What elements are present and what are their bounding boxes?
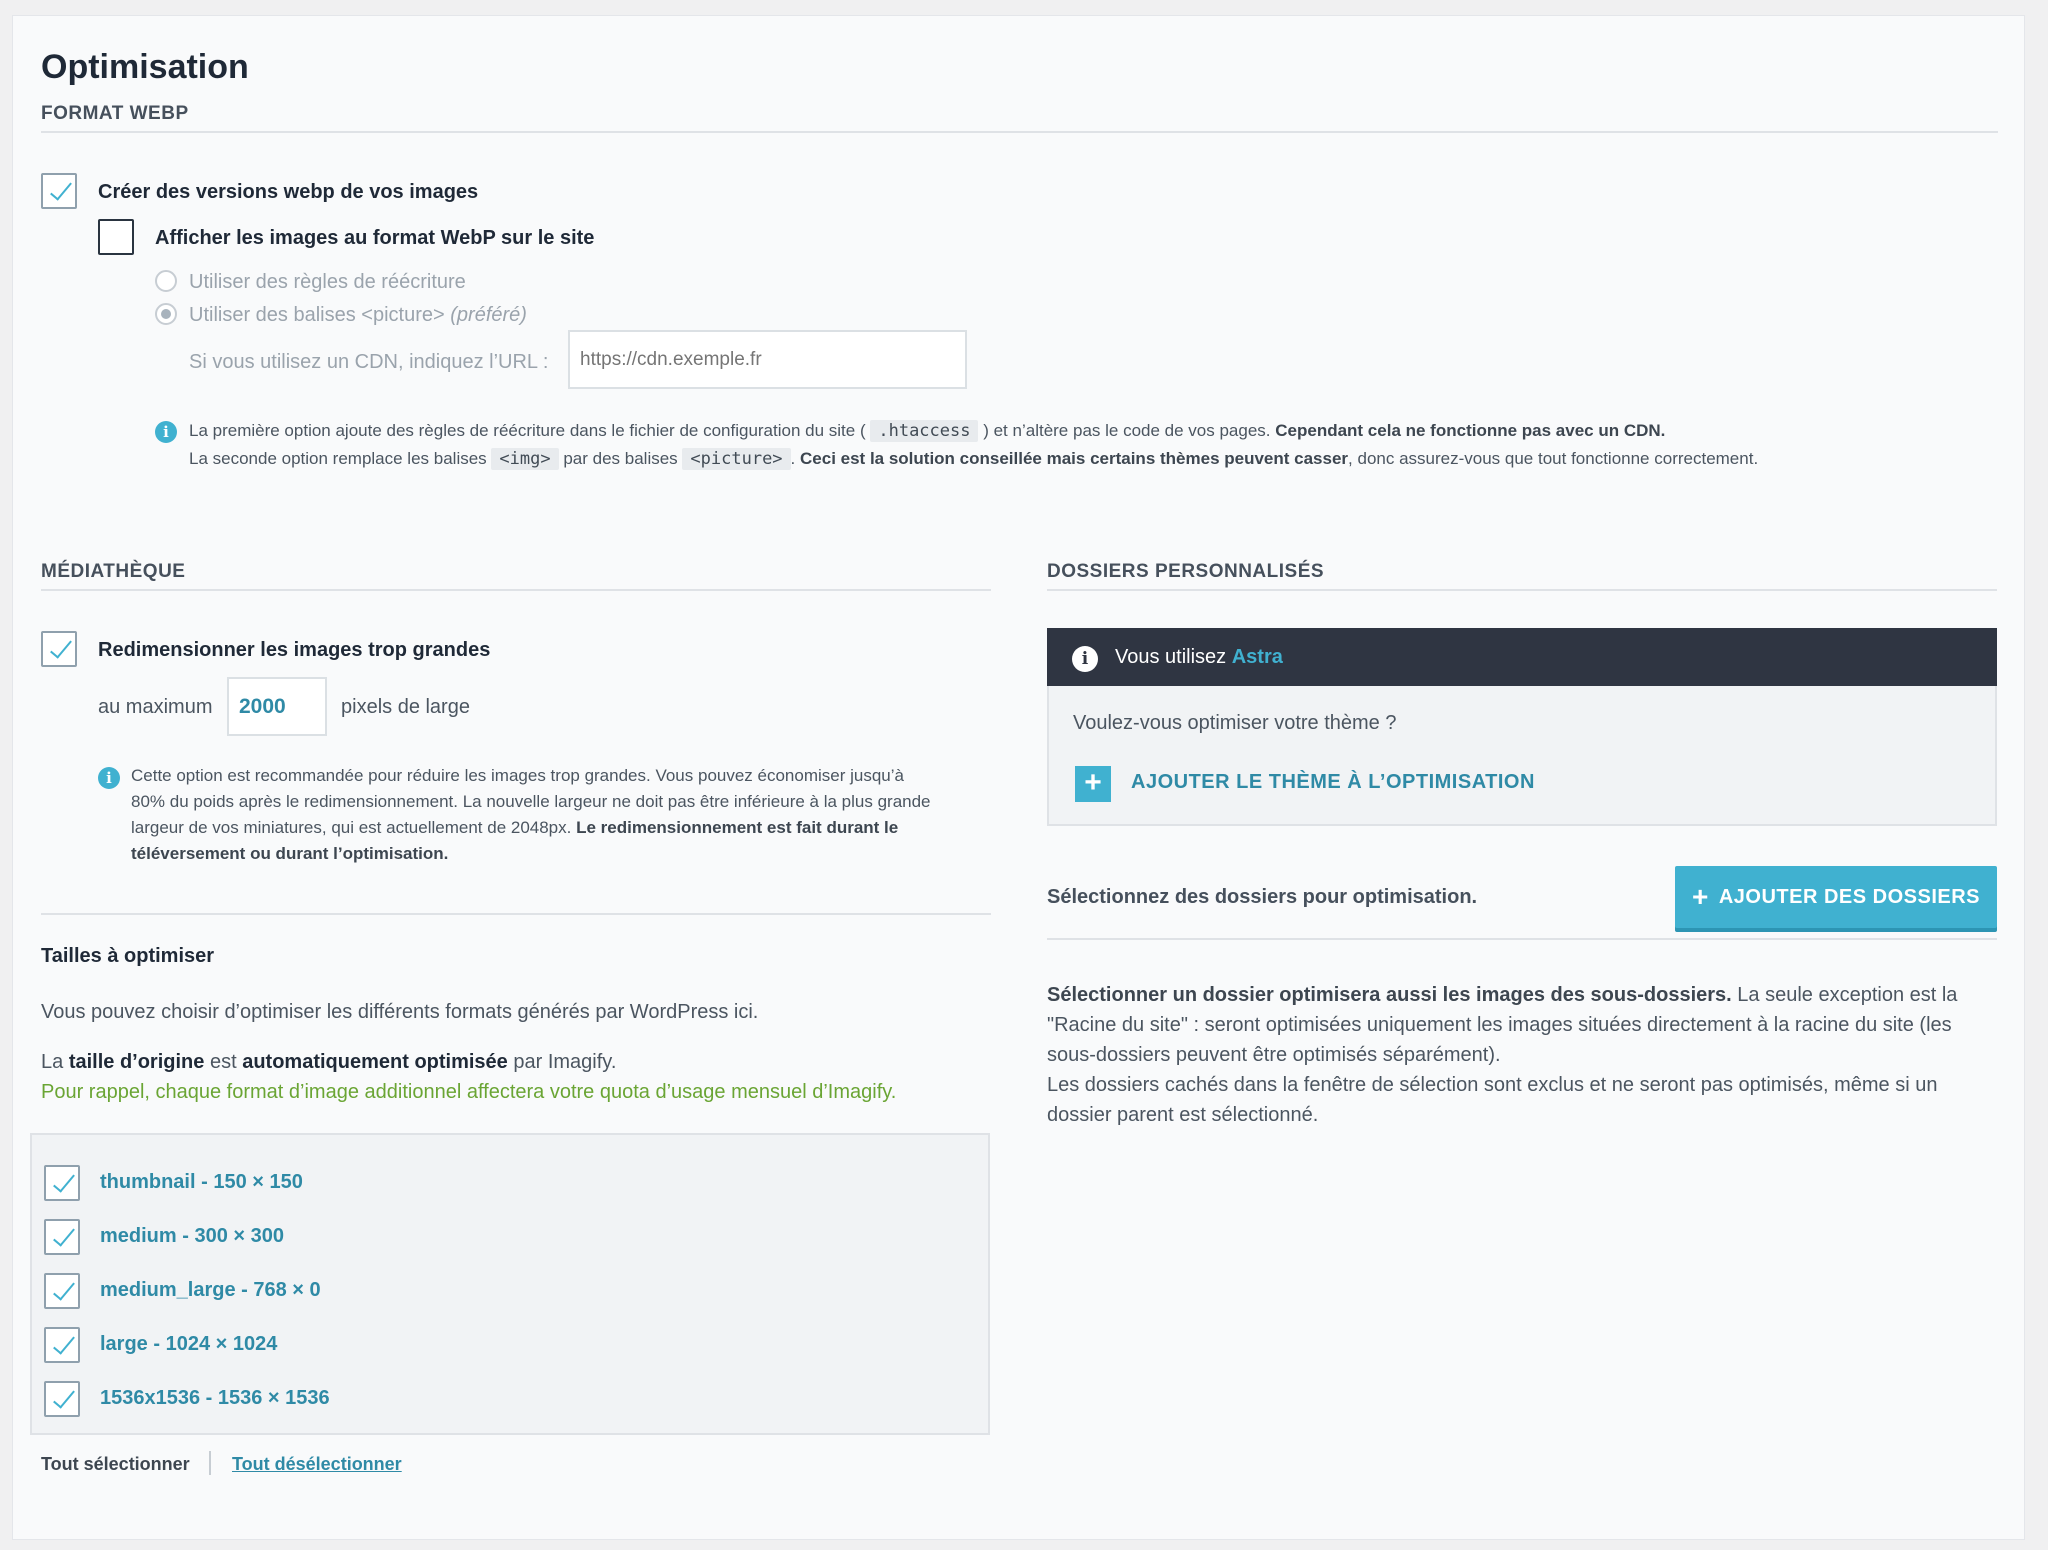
sizes-intro: Vous pouvez choisir d’optimiser les différents formats générés par WordPress ici. [41, 1001, 759, 1023]
display-webp-label: Afficher les images au format WebP sur le site [155, 227, 595, 249]
desc-line: Les dossiers cachés dans la fenêtre de sélection sont exclus et ne seront pas optimisés, même si un [1047, 1074, 1938, 1096]
divider [41, 589, 991, 591]
resize-checkbox[interactable] [41, 631, 77, 667]
add-folders-button[interactable] [1675, 866, 1997, 928]
create-webp-checkbox[interactable] [41, 173, 77, 209]
link-separator [209, 1451, 211, 1475]
size-item-large[interactable] [44, 1327, 644, 1365]
note-line [131, 841, 991, 867]
note-text: par des balises [563, 449, 678, 468]
note-bold: Cependant cela ne fonctionne pas avec un CDN. [1275, 421, 1666, 440]
text: Vous utilisez [1115, 646, 1227, 668]
text-bold: taille d’origine [68, 1051, 205, 1073]
note-line: Cette option est recommandée pour réduire les images trop grandes. Vous pouvez économiser jusqu’à [131, 766, 904, 785]
cdn-url-input[interactable] [568, 330, 967, 389]
webp-note-line-1 [189, 417, 1999, 445]
size-item-medium[interactable] [44, 1219, 644, 1257]
note-line: 80% du poids après le redimensionnement. La nouvelle largeur ne doit pas être inférieure à la plus grande [131, 792, 931, 811]
code-htaccess: .htaccess [870, 420, 978, 442]
add-folders-label: AJOUTER DES DOSSIERS [1718, 886, 1981, 908]
page-title: Optimisation [41, 48, 249, 86]
size-item-medium-large[interactable] [44, 1273, 644, 1311]
quota-reminder: Pour rappel, chaque format d’image additionnel affectera votre quota d’usage mensuel d’Imagify. [41, 1081, 897, 1103]
section-title-mediatheque: MÉDIATHÈQUE [41, 561, 186, 582]
theme-notice-bar [1047, 628, 1997, 686]
plus-icon: + [1691, 881, 1709, 912]
size-label: medium_large - 768 × 0 [100, 1279, 321, 1301]
size-checkbox[interactable] [44, 1165, 80, 1201]
resize-note [131, 763, 991, 867]
radio-picture-suffix: (préféré) [450, 304, 527, 326]
size-label: 1536x1536 - 1536 × 1536 [100, 1387, 330, 1409]
webp-note-line-2 [189, 445, 1999, 473]
info-icon: i [1072, 646, 1098, 672]
max-width-suffix: pixels de large [341, 696, 470, 718]
select-folders-label: Sélectionnez des dossiers pour optimisation. [1047, 886, 1478, 908]
desc-line: dossier parent est sélectionné. [1047, 1104, 1319, 1126]
note-text: , donc assurez-vous que tout fonctionne correctement. [1348, 449, 1759, 468]
size-label: medium - 300 × 300 [100, 1225, 284, 1247]
theme-box [1047, 686, 1997, 826]
size-checkbox[interactable] [44, 1273, 80, 1309]
note-text: La première option ajoute des règles de réécriture dans le fichier de configuration du site ( [189, 421, 866, 440]
radio-picture-label-row [189, 304, 527, 327]
theme-question: Voulez-vous optimiser votre thème ? [1073, 712, 1397, 734]
divider [41, 131, 1998, 133]
text: La [41, 1051, 64, 1073]
desc-line: "Racine du site" : seront optimisées uniquement les images situées directement à la racine du site (les [1047, 1014, 1952, 1036]
radio-rewrite-label: Utiliser des règles de réécriture [189, 271, 466, 293]
create-webp-label: Créer des versions webp de vos images [98, 181, 479, 203]
folders-description [1047, 980, 1997, 1130]
theme-notice-text [1115, 646, 1283, 669]
size-checkbox[interactable] [44, 1327, 80, 1363]
desc-line: sous-dossiers peuvent être optimisés séparément). [1047, 1044, 1501, 1066]
add-theme-link[interactable]: AJOUTER LE THÈME À L’OPTIMISATION [1131, 771, 1535, 793]
plus-icon[interactable]: + [1075, 766, 1111, 802]
text-bold: Sélectionner un dossier optimisera aussi les images des sous-dossiers. [1047, 984, 1732, 1006]
note-text: . [790, 449, 796, 468]
note-line [131, 815, 991, 841]
theme-name: Astra [1231, 646, 1283, 668]
note-bold: téléversement ou durant l’optimisation. [131, 844, 449, 863]
code-img: <img> [491, 448, 558, 470]
size-item-thumbnail[interactable] [44, 1165, 644, 1203]
code-picture: <picture> [682, 448, 790, 470]
radio-picture-tags[interactable] [155, 303, 177, 325]
display-webp-checkbox[interactable] [98, 219, 134, 255]
divider [41, 913, 991, 915]
desc-line [1047, 980, 1997, 1010]
radio-rewrite-rules[interactable] [155, 270, 177, 292]
deselect-all-link[interactable]: Tout désélectionner [232, 1454, 402, 1474]
sizes-title: Tailles à optimiser [41, 945, 215, 967]
divider [1047, 938, 1997, 940]
note-text: La seconde option remplace les balises [189, 449, 487, 468]
sizes-origin-line [41, 1047, 616, 1077]
size-checkbox[interactable] [44, 1219, 80, 1255]
text: est [209, 1051, 237, 1073]
size-checkbox[interactable] [44, 1381, 80, 1417]
section-title-webp: FORMAT WEBP [41, 103, 189, 124]
cdn-label: Si vous utilisez un CDN, indiquez l’URL : [189, 351, 549, 373]
radio-picture-label: Utiliser des balises <picture> [189, 304, 445, 326]
divider [1047, 589, 1997, 591]
max-width-input[interactable] [227, 677, 327, 736]
size-label: large - 1024 × 1024 [100, 1333, 278, 1355]
note-text: largeur de vos miniatures, qui est actuellement de 2048px. [131, 818, 572, 837]
section-title-folders: DOSSIERS PERSONNALISÉS [1047, 561, 1325, 582]
webp-note [189, 417, 1999, 473]
text-bold: automatiquement optimisée [242, 1051, 508, 1073]
info-icon: i [155, 421, 177, 443]
info-icon: i [98, 767, 120, 789]
sizes-list [30, 1133, 990, 1435]
note-bold: Ceci est la solution conseillée mais certains thèmes peuvent casser [800, 449, 1349, 468]
note-bold: Le redimensionnement est fait durant le [576, 818, 899, 837]
max-width-prefix: au maximum [98, 696, 213, 718]
size-label: thumbnail - 150 × 150 [100, 1171, 303, 1193]
select-all-link[interactable]: Tout sélectionner [41, 1454, 190, 1474]
text: par Imagify. [513, 1051, 617, 1073]
size-item-1536[interactable] [44, 1381, 644, 1419]
resize-label: Redimensionner les images trop grandes [98, 639, 491, 661]
text: La seule exception est la [1737, 984, 1958, 1006]
note-text: ) et n’altère pas le code de vos pages. [983, 421, 1271, 440]
